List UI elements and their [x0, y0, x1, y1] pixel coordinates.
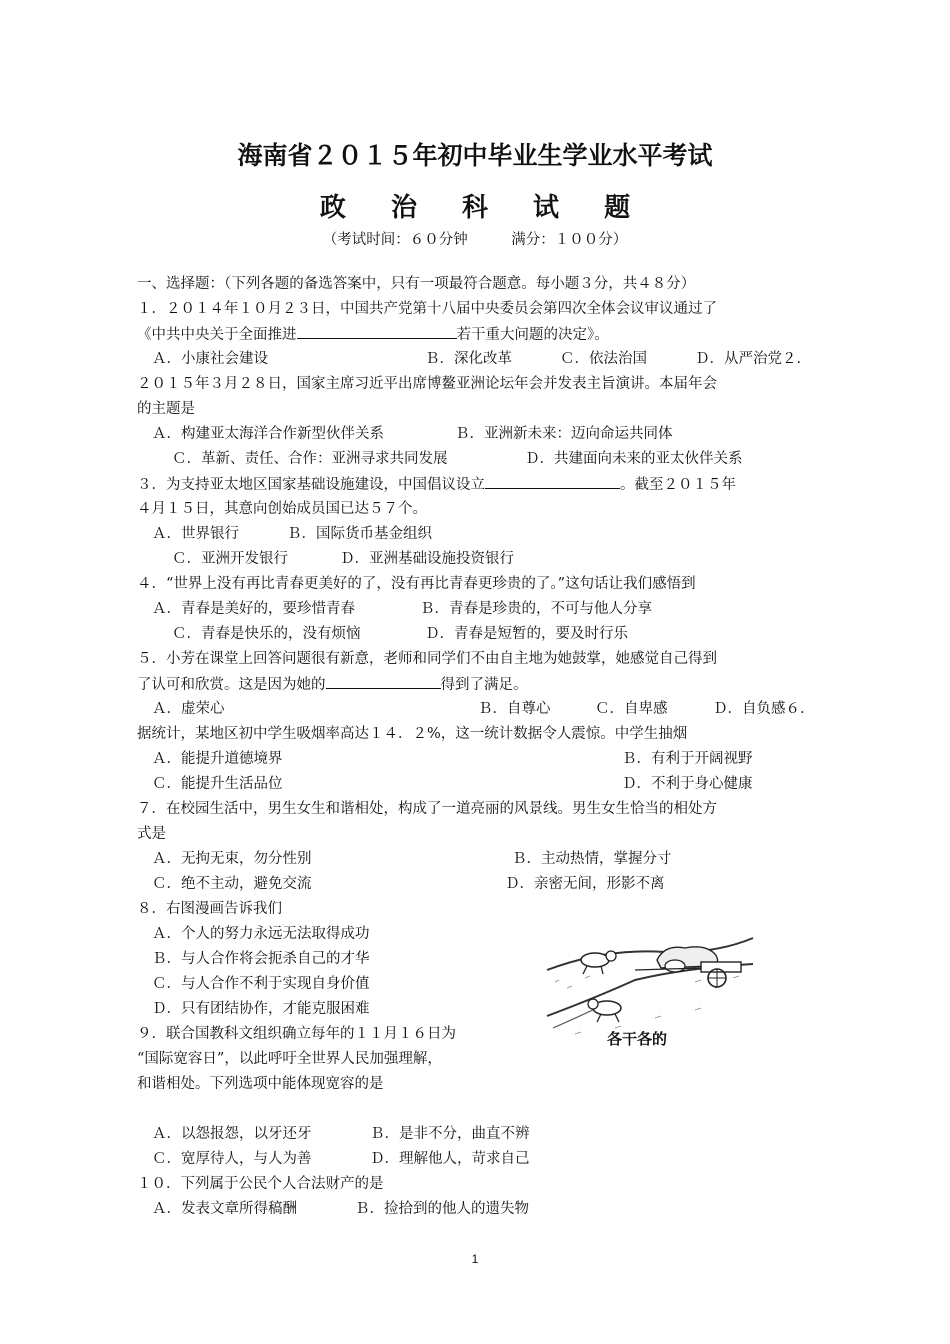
cartoon-drawing — [545, 918, 755, 1050]
question-5-stem: ５．小芳在课堂上回答问题很有新意，老师和同学们不由自主地为她鼓掌，她感觉自己得到 — [137, 651, 717, 667]
question-3-option-d: Ｄ．亚洲基础设施投资银行 — [340, 551, 514, 567]
question-3-option-a: Ａ．世界银行 — [152, 526, 239, 542]
question-5-option-d: Ｄ．自负感６． — [713, 701, 815, 717]
question-4-option-a: Ａ．青春是美好的，要珍惜青春 — [152, 601, 355, 617]
question-6-option-d: Ｄ．不利于身心健康 — [622, 776, 753, 792]
question-1-text-before-blank: 《中共中央关于全面推进 — [137, 327, 297, 343]
question-3-option-b: Ｂ．国际货币基金组织 — [287, 526, 432, 542]
answer-blank — [485, 474, 620, 489]
exam-title: 海南省２０１５年初中毕业生学业水平考试 — [237, 141, 713, 170]
question-7-option-a: Ａ．无拘无束，勿分性别 — [152, 851, 312, 867]
question-8-option-a: Ａ．个人的努力永远无法取得成功 — [152, 926, 370, 942]
question-4-stem: ４．“世界上没有再比青春更美好的了，没有再比青春更珍贵的了。”这句话让我们感悟到 — [137, 576, 696, 592]
question-1-option-b: Ｂ．深化改革 — [425, 351, 512, 367]
question-8-option-d: Ｄ．只有团结协作，才能克服困难 — [152, 1001, 370, 1017]
page-number: 1 — [471, 1252, 479, 1266]
section-heading: 一、选择题：（下列各题的备选答案中，只有一项最符合题意。每小题３分，共４８分） — [137, 276, 696, 292]
question-2-stem-line2: 的主题是 — [137, 401, 195, 417]
question-10-option-a: Ａ．发表文章所得稿酬 — [152, 1201, 297, 1217]
cartoon-caption: 各干各的 — [607, 1030, 668, 1048]
question-3-option-c: Ｃ．亚洲开发银行 — [172, 551, 288, 567]
question-3-text-after-blank: 。截至２０１５年 — [620, 477, 736, 493]
question-5-text-after-blank: 得到了满足。 — [440, 677, 528, 693]
question-1-option-a: Ａ．小康社会建设 — [152, 351, 268, 367]
question-9-option-c: Ｃ．宽厚待人，与人为善 — [152, 1151, 312, 1167]
question-1-stem: １．２０１４年１０月２３日，中国共产党第十八届中央委员会第四次全体会议审议通过了 — [137, 301, 717, 317]
question-1-option-c: Ｃ．依法治国 — [560, 351, 647, 367]
question-9-option-b: Ｂ．是非不分，曲直不辨 — [370, 1126, 530, 1142]
question-9-stem-line3: 和谐相处。下列选项中能体现宽容的是 — [137, 1076, 384, 1092]
question-2-option-c: Ｃ．革新、责任、合作：亚洲寻求共同发展 — [172, 451, 448, 467]
question-3-stem — [137, 474, 736, 495]
answer-blank — [326, 674, 441, 689]
question-3-stem-line2: ４月１５日，其意向创始成员国已达５７个。 — [137, 501, 427, 517]
question-8-option-c: Ｃ．与人合作不利于实现自身价值 — [152, 976, 370, 992]
question-3-text-before-blank: ３．为支持亚太地区国家基础设施建设，中国倡议设立 — [137, 477, 485, 493]
question-2-option-b: Ｂ．亚洲新未来：迈向命运共同体 — [455, 426, 673, 442]
question-9-option-d: Ｄ．理解他人，苛求自己 — [370, 1151, 530, 1167]
question-6-option-a: Ａ．能提升道德境界 — [152, 751, 283, 767]
question-6-stem: 据统计，某地区初中学生吸烟率高达１４．２%，这一统计数据令人震惊。中学生抽烟 — [137, 726, 688, 742]
question-1-option-d: Ｄ．从严治党２． — [695, 351, 811, 367]
question-7-option-d: Ｄ．亲密无间，形影不离 — [505, 876, 665, 892]
question-2-stem: ２０１５年３月２８日，国家主席习近平出席博鳌亚洲论坛年会并发表主旨演讲。本届年会 — [137, 376, 717, 392]
question-4-option-b: Ｂ．青春是珍贵的，不可与他人分享 — [420, 601, 652, 617]
exam-info: （考试时间：６０分钟 满分：１００分） — [322, 232, 628, 248]
question-7-option-c: Ｃ．绝不主动，避免交流 — [152, 876, 312, 892]
question-5-option-c: Ｃ．自卑感 — [595, 701, 668, 717]
question-10-option-b: Ｂ．捡拾到的他人的遗失物 — [355, 1201, 529, 1217]
question-4-option-d: Ｄ．青春是短暂的，要及时行乐 — [425, 626, 628, 642]
question-2-option-a: Ａ．构建亚太海洋合作新型伙伴关系 — [152, 426, 384, 442]
question-9-option-a: Ａ．以怨报怨，以牙还牙 — [152, 1126, 312, 1142]
question-4-option-c: Ｃ．青春是快乐的，没有烦恼 — [172, 626, 361, 642]
exam-subtitle: 政 治 科 试 题 — [319, 193, 649, 223]
question-6-option-b: Ｂ．有利于开阔视野 — [622, 751, 753, 767]
question-7-option-b: Ｂ．主动热情，掌握分寸 — [512, 851, 672, 867]
question-8-stem: ８．右图漫画告诉我们 — [137, 901, 282, 917]
question-5-option-a: Ａ．虚荣心 — [152, 701, 225, 717]
answer-blank — [297, 324, 457, 339]
question-8-option-b: Ｂ．与人合作将会扼杀自己的才华 — [152, 951, 370, 967]
question-2-option-d: Ｄ．共建面向未来的亚太伙伴关系 — [525, 451, 743, 467]
question-6-option-c: Ｃ．能提升生活品位 — [152, 776, 283, 792]
question-9-stem: ９．联合国教科文组织确立每年的１１月１６日为 — [137, 1026, 456, 1042]
question-5-text-before-blank: 了认可和欣赏。这是因为她的 — [137, 677, 326, 693]
question-9-stem-line2: “国际宽容日”，以此呼吁全世界人民加强理解， — [137, 1051, 442, 1067]
question-1-stem-line2 — [137, 324, 609, 345]
question-10-stem: １０．下列属于公民个人合法财产的是 — [137, 1176, 384, 1192]
question-7-stem-line2: 式是 — [137, 826, 166, 842]
question-1-text-after-blank: 若干重大问题的决定》。 — [456, 327, 609, 343]
question-7-stem: ７．在校园生活中，男生女生和谐相处，构成了一道亮丽的风景线。男生女生恰当的相处方 — [137, 801, 717, 817]
question-5-stem-line2 — [137, 674, 528, 695]
question-5-option-b: Ｂ．自尊心 — [478, 701, 551, 717]
cartoon-illustration — [545, 918, 755, 1050]
